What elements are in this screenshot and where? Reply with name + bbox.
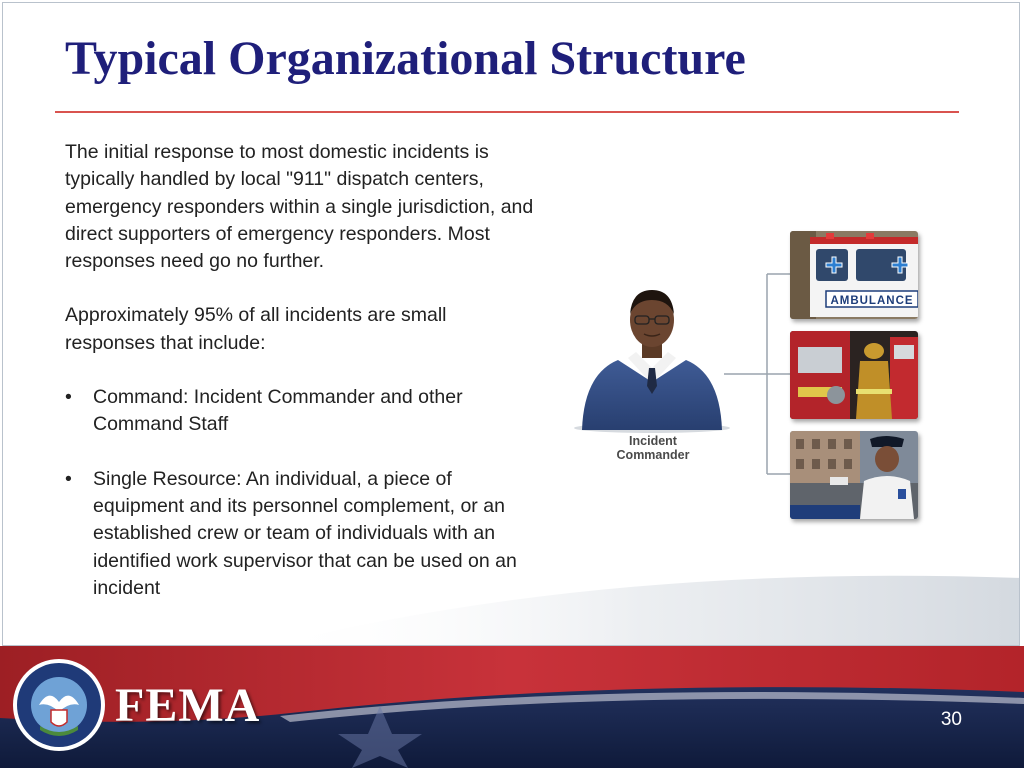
bullet-list	[65, 384, 535, 602]
bullet-text-single-resource: Single Resource: An individual, a piece of equipment and its personnel complement, or an established crew or team of individuals with an identified work supervisor that can be used on an incident	[93, 467, 517, 599]
ambulance-photo	[790, 231, 918, 319]
caption-line-1: Incident	[629, 434, 677, 448]
incident-commander-figure	[572, 284, 732, 434]
slide-title: Typical Organizational Structure	[65, 32, 746, 85]
page-number: 30	[940, 709, 962, 730]
bullet-marker: •	[65, 386, 72, 409]
paragraph-small-responses: Approximately 95% of all incidents are small responses that include:	[65, 304, 447, 354]
title-divider	[55, 111, 959, 113]
incident-commander-caption	[588, 434, 718, 462]
org-diagram	[572, 228, 924, 528]
bullet-text-command: Command: Incident Commander and other Command Staff	[93, 386, 463, 436]
footer-banner	[0, 646, 1024, 768]
bullet-item-command	[65, 384, 535, 439]
fema-logo-text: FEMA	[115, 679, 261, 732]
ambulance-label: AMBULANCE	[830, 295, 914, 307]
bullet-item-single-resource	[65, 466, 535, 602]
paragraph-initial-response: The initial response to most domestic incidents is typically handled by local "911" dispatch centers, emergency responders within a single jurisdiction, and direct supporters of emergency responders. Most responses need go no further.	[65, 141, 534, 273]
caption-line-2: Commander	[616, 448, 690, 462]
body-text	[65, 139, 535, 629]
firefighter-photo	[790, 331, 918, 419]
dhs-seal-logo	[12, 658, 106, 752]
bullet-marker: •	[65, 467, 72, 490]
police-officer-photo	[790, 431, 918, 519]
